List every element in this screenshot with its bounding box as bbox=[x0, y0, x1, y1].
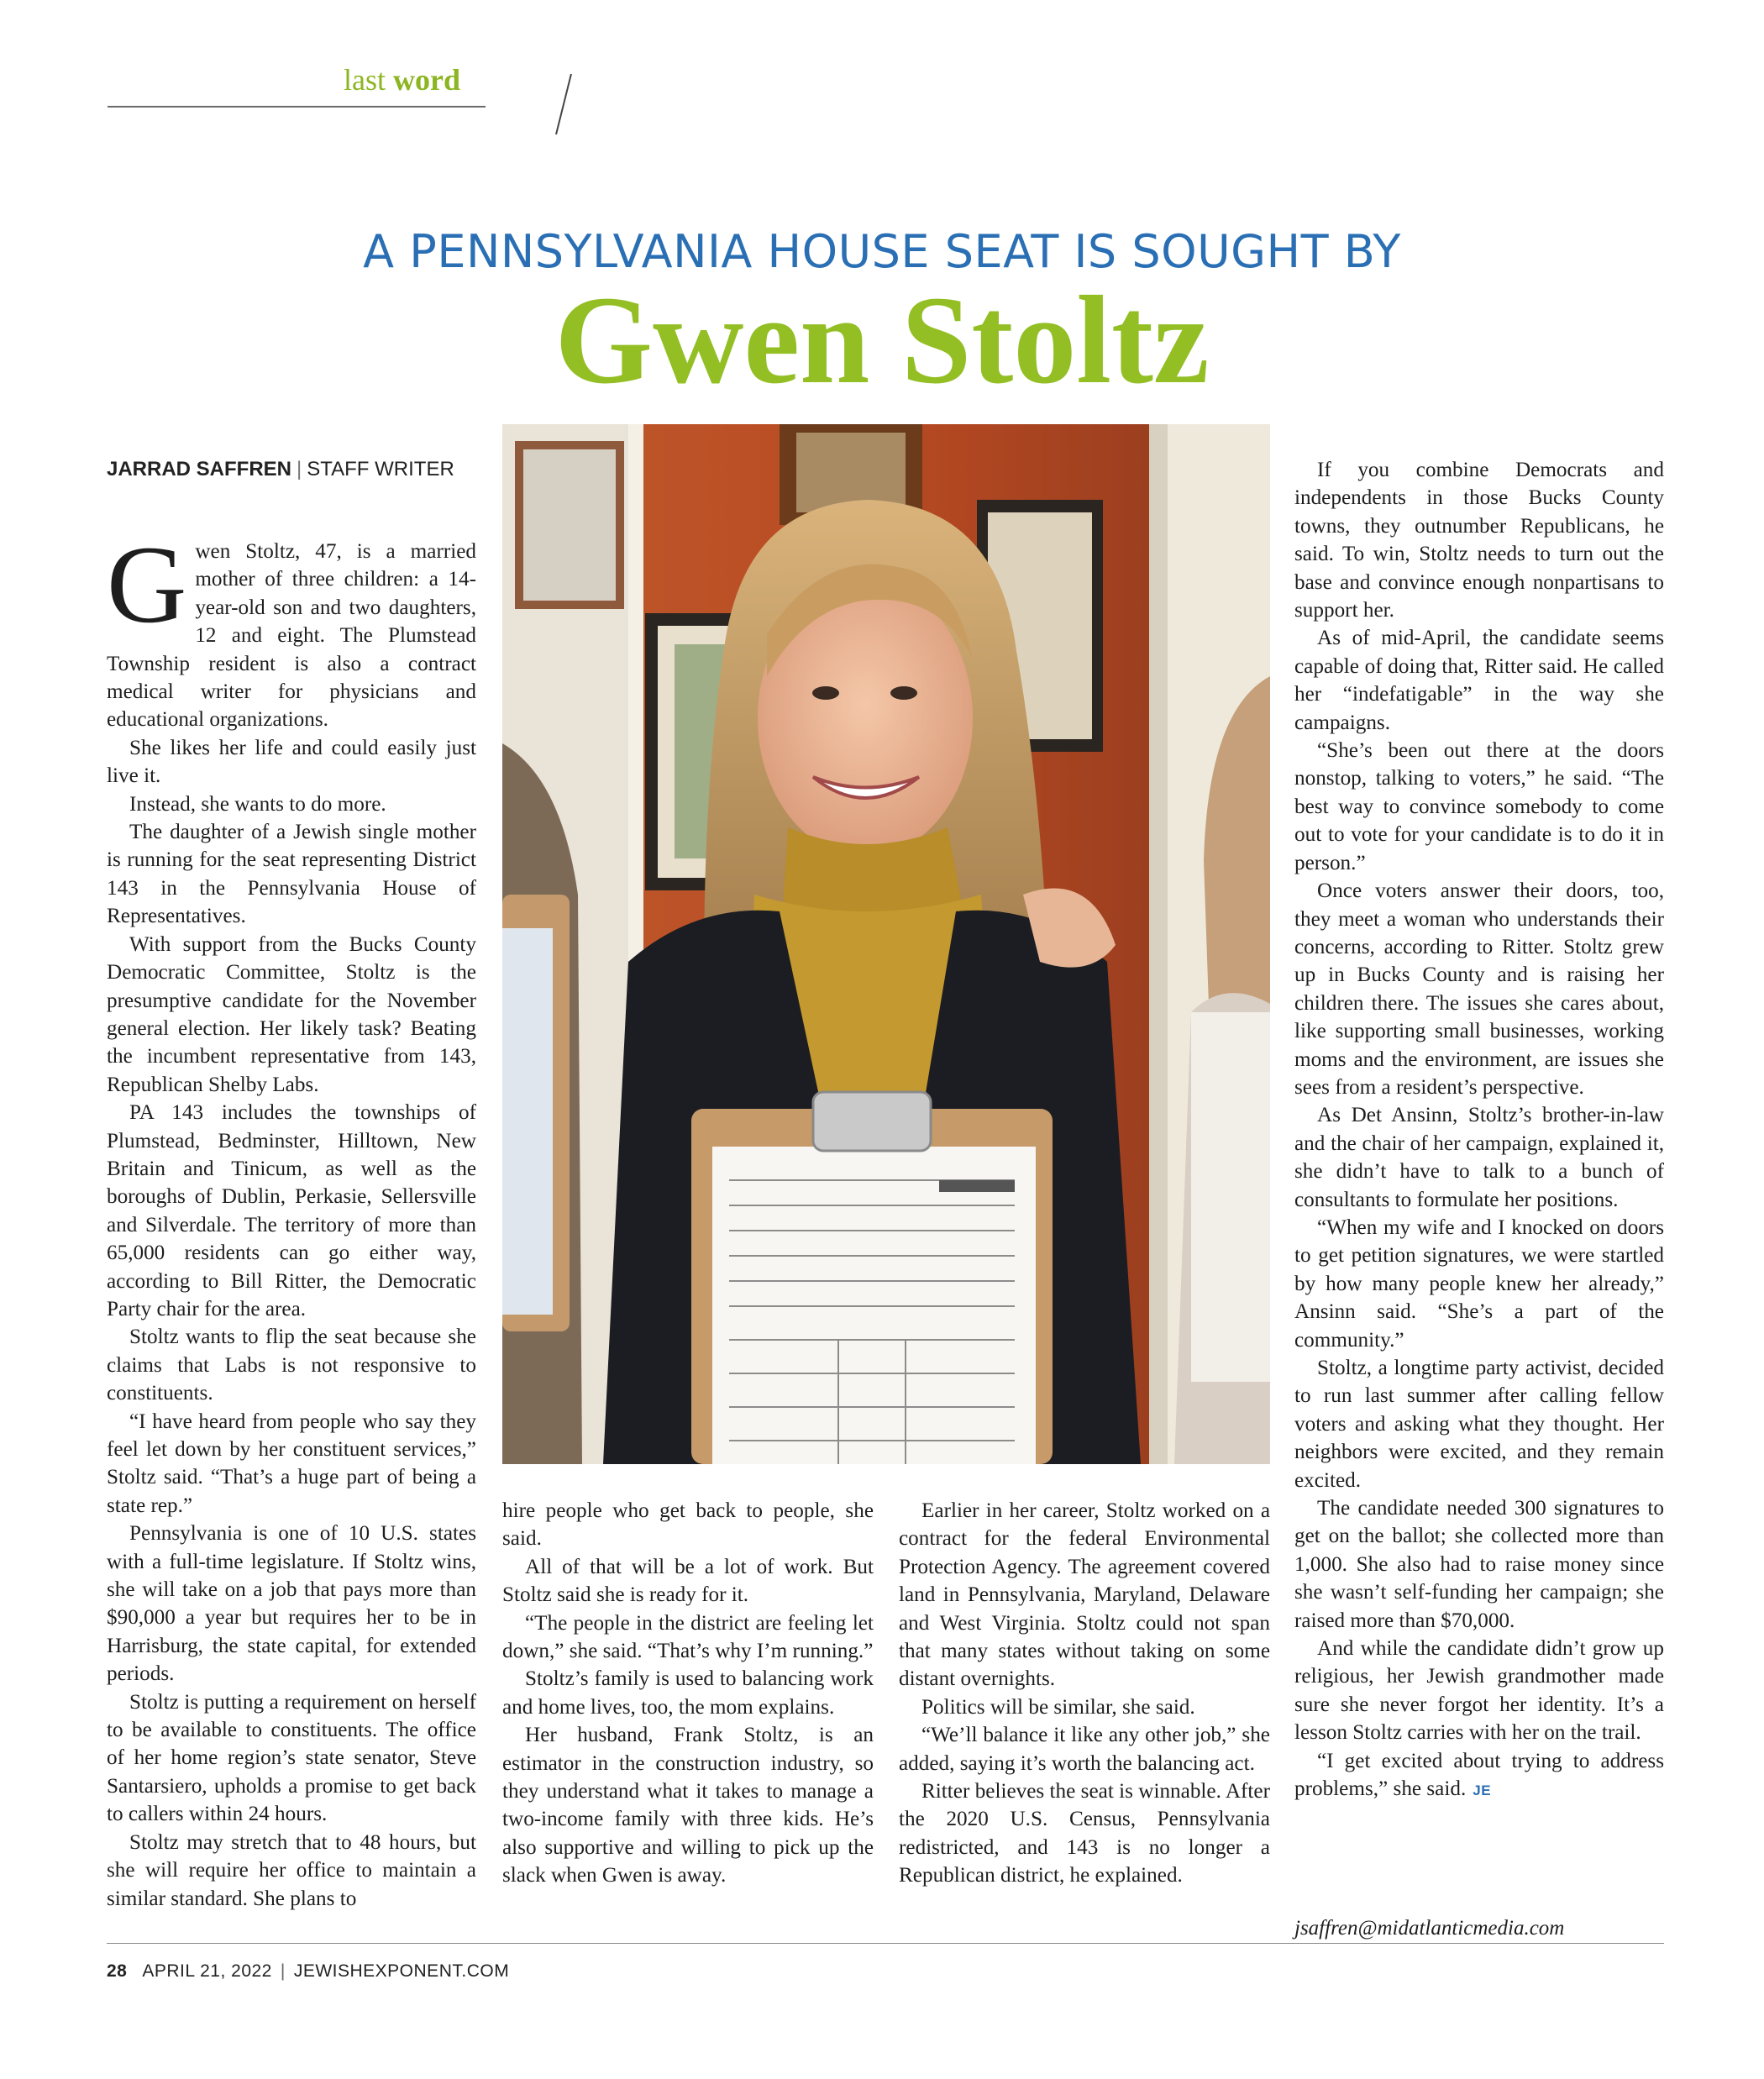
article-paragraph: Stoltz, a longtime party activist, decided to run last summer after calling fellow voters and asking what they thought. Her neighbors were excited, and they remain excited. bbox=[1294, 1357, 1664, 1492]
article-column-3 bbox=[899, 1497, 1270, 1890]
article-paragraph: “The people in the district are feeling let down,” she said. “That’s why I’m running.” bbox=[502, 1611, 874, 1663]
page-footer bbox=[107, 1961, 509, 1982]
article-paragraph: Earlier in her career, Stoltz worked on a contract for the federal Environmental Protection Agency. The agreement covered land in Pennsylvania, Maryland, Delaware and West Virginia. Stoltz could not span that many states without taking on some distant overnights. bbox=[899, 1499, 1270, 1691]
article-paragraph: Stoltz wants to flip the seat because she claims that Labs is not responsive to constituents. bbox=[107, 1326, 476, 1405]
section-label-light: last bbox=[344, 63, 386, 97]
article-paragraph: The candidate needed 300 signatures to get on the ballot; she collected more than 1,000. She also had to raise money since she wasn’t self-funding her campaign; she raised more than $70,000. bbox=[1294, 1497, 1664, 1632]
issue-date: APRIL 21, 2022 bbox=[142, 1961, 272, 1981]
candidate-photo bbox=[502, 424, 1270, 1464]
site-name: JEWISHEXPONENT.COM bbox=[293, 1961, 510, 1981]
article-paragraph: Stoltz may stretch that to 48 hours, but she will require her office to maintain a similar standard. She plans to bbox=[107, 1830, 476, 1910]
page-number: 28 bbox=[107, 1961, 128, 1981]
drop-cap: G bbox=[107, 522, 187, 646]
article-paragraph: Pennsylvania is one of 10 U.S. states with a full-time legislature. If Stoltz wins, she will take on a job that pays more than $90,000 a year but requires her to be in Harrisburg, the state capital, for extended periods. bbox=[107, 1522, 476, 1686]
article-paragraph: PA 143 includes the townships of Plumstead, Bedminster, Hilltown, New Britain and Tinicum, as well as the boroughs of Dublin, Perkasie, Sellersville and Silverdale. The territory of more than 65,000 residents can go either way, according to Bill Ritter, the Democratic Party chair for the area. bbox=[107, 1101, 476, 1320]
section-label-bold: word bbox=[393, 63, 460, 97]
article-paragraph: “She’s been out there at the doors nonstop, talking to voters,” he said. “The best way to convince somebody to come out to vote for your candidate is to do it in person.” bbox=[1294, 739, 1664, 874]
section-label bbox=[344, 62, 460, 97]
article-paragraph: As of mid-April, the candidate seems capable of doing that, Ritter said. He called her “indefatigable” in the way she campaigns. bbox=[1294, 627, 1664, 734]
byline-role: STAFF WRITER bbox=[307, 458, 454, 480]
article-paragraph: Politics will be similar, she said. bbox=[921, 1695, 1195, 1719]
article-paragraph: “I get excited about trying to address problems,” she said. JE bbox=[1294, 1749, 1664, 1801]
section-header bbox=[108, 62, 486, 129]
article-paragraph: “We’ll balance it like any other job,” she added, saying it’s worth the balancing act. bbox=[899, 1724, 1270, 1775]
article-column-1 bbox=[107, 522, 476, 1913]
article-column-2 bbox=[502, 1497, 874, 1890]
article-paragraph: And while the candidate didn’t grow up religious, her Jewish grandmother made sure she never forgot her identity. It’s a lesson Stoltz carries with her on the trail. bbox=[1294, 1637, 1664, 1745]
byline bbox=[107, 458, 454, 481]
footer-rule bbox=[107, 1943, 1664, 1944]
article-paragraph: All of that will be a lot of work. But Stoltz said she is ready for it. bbox=[502, 1555, 874, 1607]
slash-icon bbox=[551, 71, 576, 138]
article-paragraph: Instead, she wants to do more. bbox=[129, 792, 386, 816]
byline-name: JARRAD SAFFREN bbox=[107, 458, 292, 480]
article-column-4 bbox=[1294, 456, 1664, 1805]
author-email[interactable]: jsaffren@midatlanticmedia.com bbox=[1294, 1917, 1565, 1940]
article-paragraph: If you combine Democrats and independents in those Bucks County towns, they outnumber Republicans, he said. To win, Stoltz needs to turn out the base and convince enough nonpartisans to support her. bbox=[1294, 459, 1664, 622]
article-paragraph: Gwen Stoltz, 47, is a married mother of three children: a 14-year-old son and two daughters, 12 and eight. The Plumstead Township resident is also a contract medical writer for physicians and educational organizations. bbox=[107, 522, 476, 732]
article-paragraph: Once voters answer their doors, too, they meet a woman who understands their concerns, according to Ritter. Stoltz grew up in Bucks County and is raising her children there. The issues she cares about, like supporting small businesses, working moms and the environment, are issues she sees from a resident’s perspective. bbox=[1294, 879, 1664, 1099]
article-paragraph: The daughter of a Jewish single mother is running for the seat representing District 143 in the Pennsylvania House of Representatives. bbox=[107, 821, 476, 928]
article-paragraph: hire people who get back to people, she said. bbox=[502, 1499, 874, 1551]
footer-separator: | bbox=[280, 1961, 286, 1981]
signoff-mark: JE bbox=[1473, 1782, 1492, 1799]
article-paragraph: “When my wife and I knocked on doors to get petition signatures, we were startled by how many people knew her already,” Ansinn said. “She’s a part of the community.” bbox=[1294, 1215, 1664, 1352]
article-paragraph: With support from the Bucks County Democratic Committee, Stoltz is the presumptive candidate for the November general election. Her likely task? Beating the incumbent representative from 143, Republican Shelby Labs. bbox=[107, 932, 476, 1096]
section-rule bbox=[108, 106, 486, 108]
article-paragraph: Stoltz is putting a requirement on herself to be available to constituents. The office of her home region’s state senator, Steve Santarsiero, upholds a promise to get back to callers within 24 hours. bbox=[107, 1690, 476, 1826]
headline-kicker: A PENNSYLVANIA HOUSE SEAT IS SOUGHT BY bbox=[363, 225, 1401, 278]
article-paragraph: As Det Ansinn, Stoltz’s brother-in-law and the chair of her campaign, explained it, she didn’t have to talk to a bunch of consultants to formulate her positions. bbox=[1294, 1104, 1664, 1211]
article-paragraph: Ritter believes the seat is winnable. After the 2020 U.S. Census, Pennsylvania redistricted, and 143 is no longer a Republican district, he explained. bbox=[899, 1780, 1270, 1887]
byline-separator: | bbox=[297, 458, 302, 480]
article-paragraph: She likes her life and could easily just live it. bbox=[107, 736, 476, 788]
article-paragraph: Her husband, Frank Stoltz, is an estimator in the construction industry, so they understand what it takes to manage a two-income family with three kids. He’s also supportive and willing to pick up the slack when Gwen is away. bbox=[502, 1724, 874, 1887]
article-paragraph: “I have heard from people who say they feel let down by her constituent services,” Stoltz said. “That’s a huge part of being a state rep.” bbox=[107, 1410, 476, 1517]
headline-title: Gwen Stoltz bbox=[554, 270, 1210, 410]
article-paragraph: Stoltz’s family is used to balancing work and home lives, too, the mom explains. bbox=[502, 1667, 874, 1719]
